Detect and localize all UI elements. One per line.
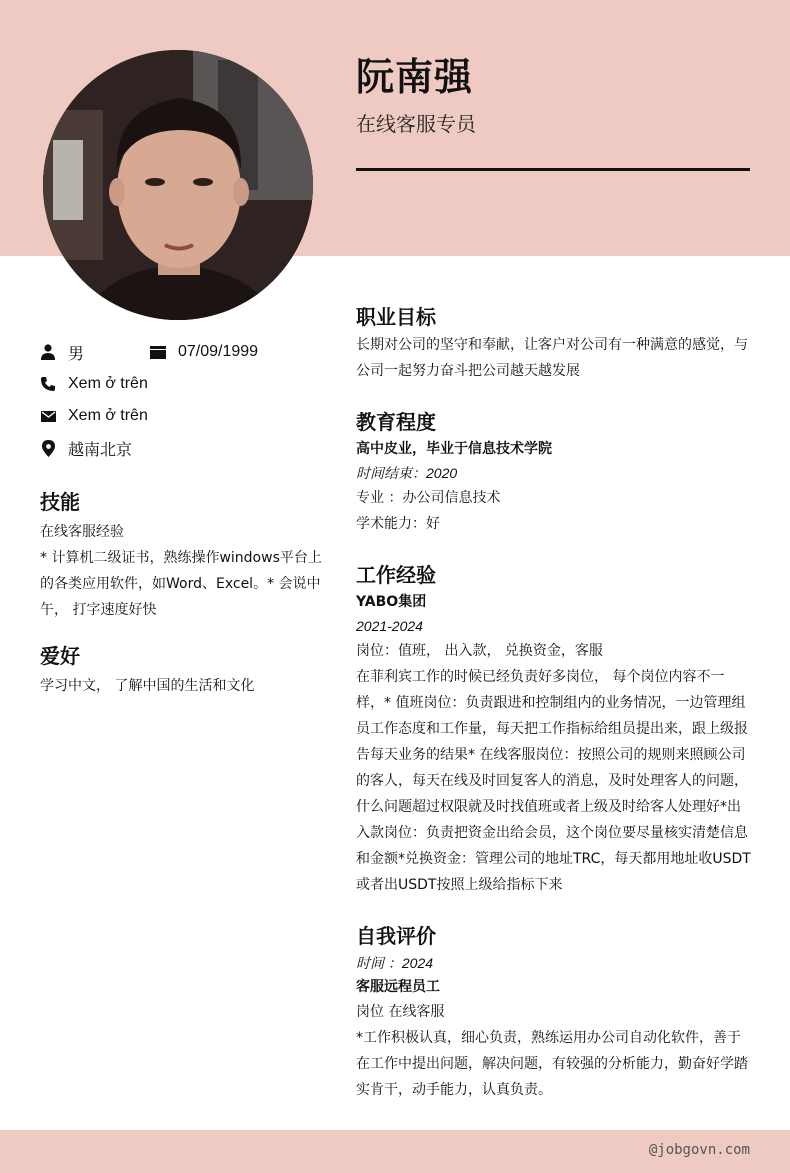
- calendar-icon: [150, 344, 166, 360]
- education-end-time: 时间结束：2020: [356, 465, 458, 481]
- footer-watermark: @jobgovn.com: [648, 1142, 750, 1158]
- experience-line: 员工作态度和工作量，每天把工作指标给组员提出来，跟上级报: [356, 721, 748, 737]
- footer-band: [0, 1130, 790, 1173]
- self-eval-block: [356, 951, 756, 1103]
- skills-text: [40, 519, 330, 623]
- experience-line: 和金额*兑换资金：管理公司的地址TRC，每天都用地址收USDT: [356, 851, 751, 867]
- location-pin-icon: [40, 440, 56, 456]
- education-school: 高中皮业，毕业于信息技术学院: [356, 441, 552, 457]
- mail-icon: [40, 408, 56, 424]
- hobbies-text: 学习中文， 了解中国的生活和文化: [40, 678, 255, 694]
- phone-value: Xem ở trên: [68, 375, 148, 392]
- experience-line: 什么问题超过权限就及时找值班或者上级及时给客人处理好*出: [356, 799, 741, 815]
- hobbies-heading: 爱好: [40, 644, 80, 668]
- gender-value: 男: [68, 345, 85, 363]
- avatar: [43, 50, 313, 320]
- email-row: [40, 404, 148, 428]
- experience-line: 入款岗位：负责把资金出给会员，这个岗位要尽量核实清楚信息: [356, 825, 748, 841]
- experience-heading: 工作经验: [356, 563, 436, 587]
- skills-line: 的各类应用软件，如Word、Excel。* 会说中: [40, 576, 321, 592]
- phone-icon: [40, 376, 56, 392]
- objective-text: [356, 332, 756, 384]
- self-eval-time: 时间 ：2024: [356, 955, 434, 971]
- candidate-position: 在线客服专员: [356, 112, 476, 136]
- education-ability: 学术能力：好: [356, 516, 440, 532]
- objective-heading: 职业目标: [356, 305, 436, 329]
- self-eval-title: 客服远程员工: [356, 979, 440, 995]
- objective-line: 长期对公司的坚守和奉献，让客户对公司有一种满意的感觉，与: [356, 337, 748, 353]
- self-eval-line: 在工作中提出问题，解决问题，有较强的分析能力，勤奋好学踏: [356, 1056, 748, 1072]
- objective-line: 公司一起努力奋斗把公司越天越发展: [356, 363, 580, 379]
- experience-line: 或者出USDT按照上级给指标下来: [356, 877, 563, 893]
- experience-line: 样，* 值班岗位：负责跟进和控制组内的业务情况，一边管理组: [356, 695, 746, 711]
- gender-row: [40, 340, 84, 364]
- self-eval-post: 岗位 在线客服: [356, 1004, 445, 1020]
- experience-line: 在菲利宾工作的时候已经负责好多岗位， 每个岗位内容不一: [356, 669, 725, 685]
- self-eval-line: *工作积极认真，细心负责，熟练运用办公司自动化软件，善于: [356, 1030, 741, 1046]
- education-major: 专业 ：办公司信息技术: [356, 490, 501, 506]
- address-value: 越南北京: [68, 441, 133, 459]
- experience-block: [356, 590, 756, 898]
- experience-line: 的客人，每天在线及时回复客人的消息，及时处理客人的问题，: [356, 773, 748, 789]
- skills-line: * 计算机二级证书，熟练操作windows平台上: [40, 550, 322, 566]
- email-value: Xem ở trên: [68, 407, 148, 424]
- skills-heading: 技能: [40, 490, 80, 514]
- self-eval-heading: 自我评价: [356, 924, 436, 948]
- experience-company: YABO集团: [356, 594, 427, 610]
- experience-line: 告每天业务的结果* 在线客服岗位：按照公司的规则来照顾公司: [356, 747, 746, 763]
- candidate-name: 阮南强: [356, 55, 474, 99]
- self-eval-line: 实肯干，动手能力，认真负责。: [356, 1082, 552, 1098]
- birthday-value: 07/09/1999: [178, 343, 259, 360]
- address-row: [40, 436, 132, 460]
- birthday-row: [150, 340, 258, 364]
- phone-row: [40, 372, 148, 396]
- skills-line: 午， 打字速度好快: [40, 602, 157, 618]
- title-divider: [356, 168, 750, 171]
- experience-role: 岗位：值班， 出入款， 兑换资金，客服: [356, 643, 603, 659]
- person-icon: [40, 344, 56, 360]
- education-block: [356, 437, 756, 537]
- experience-period: 2021-2024: [356, 618, 423, 634]
- education-heading: 教育程度: [356, 410, 436, 434]
- skills-line: 在线客服经验: [40, 524, 124, 540]
